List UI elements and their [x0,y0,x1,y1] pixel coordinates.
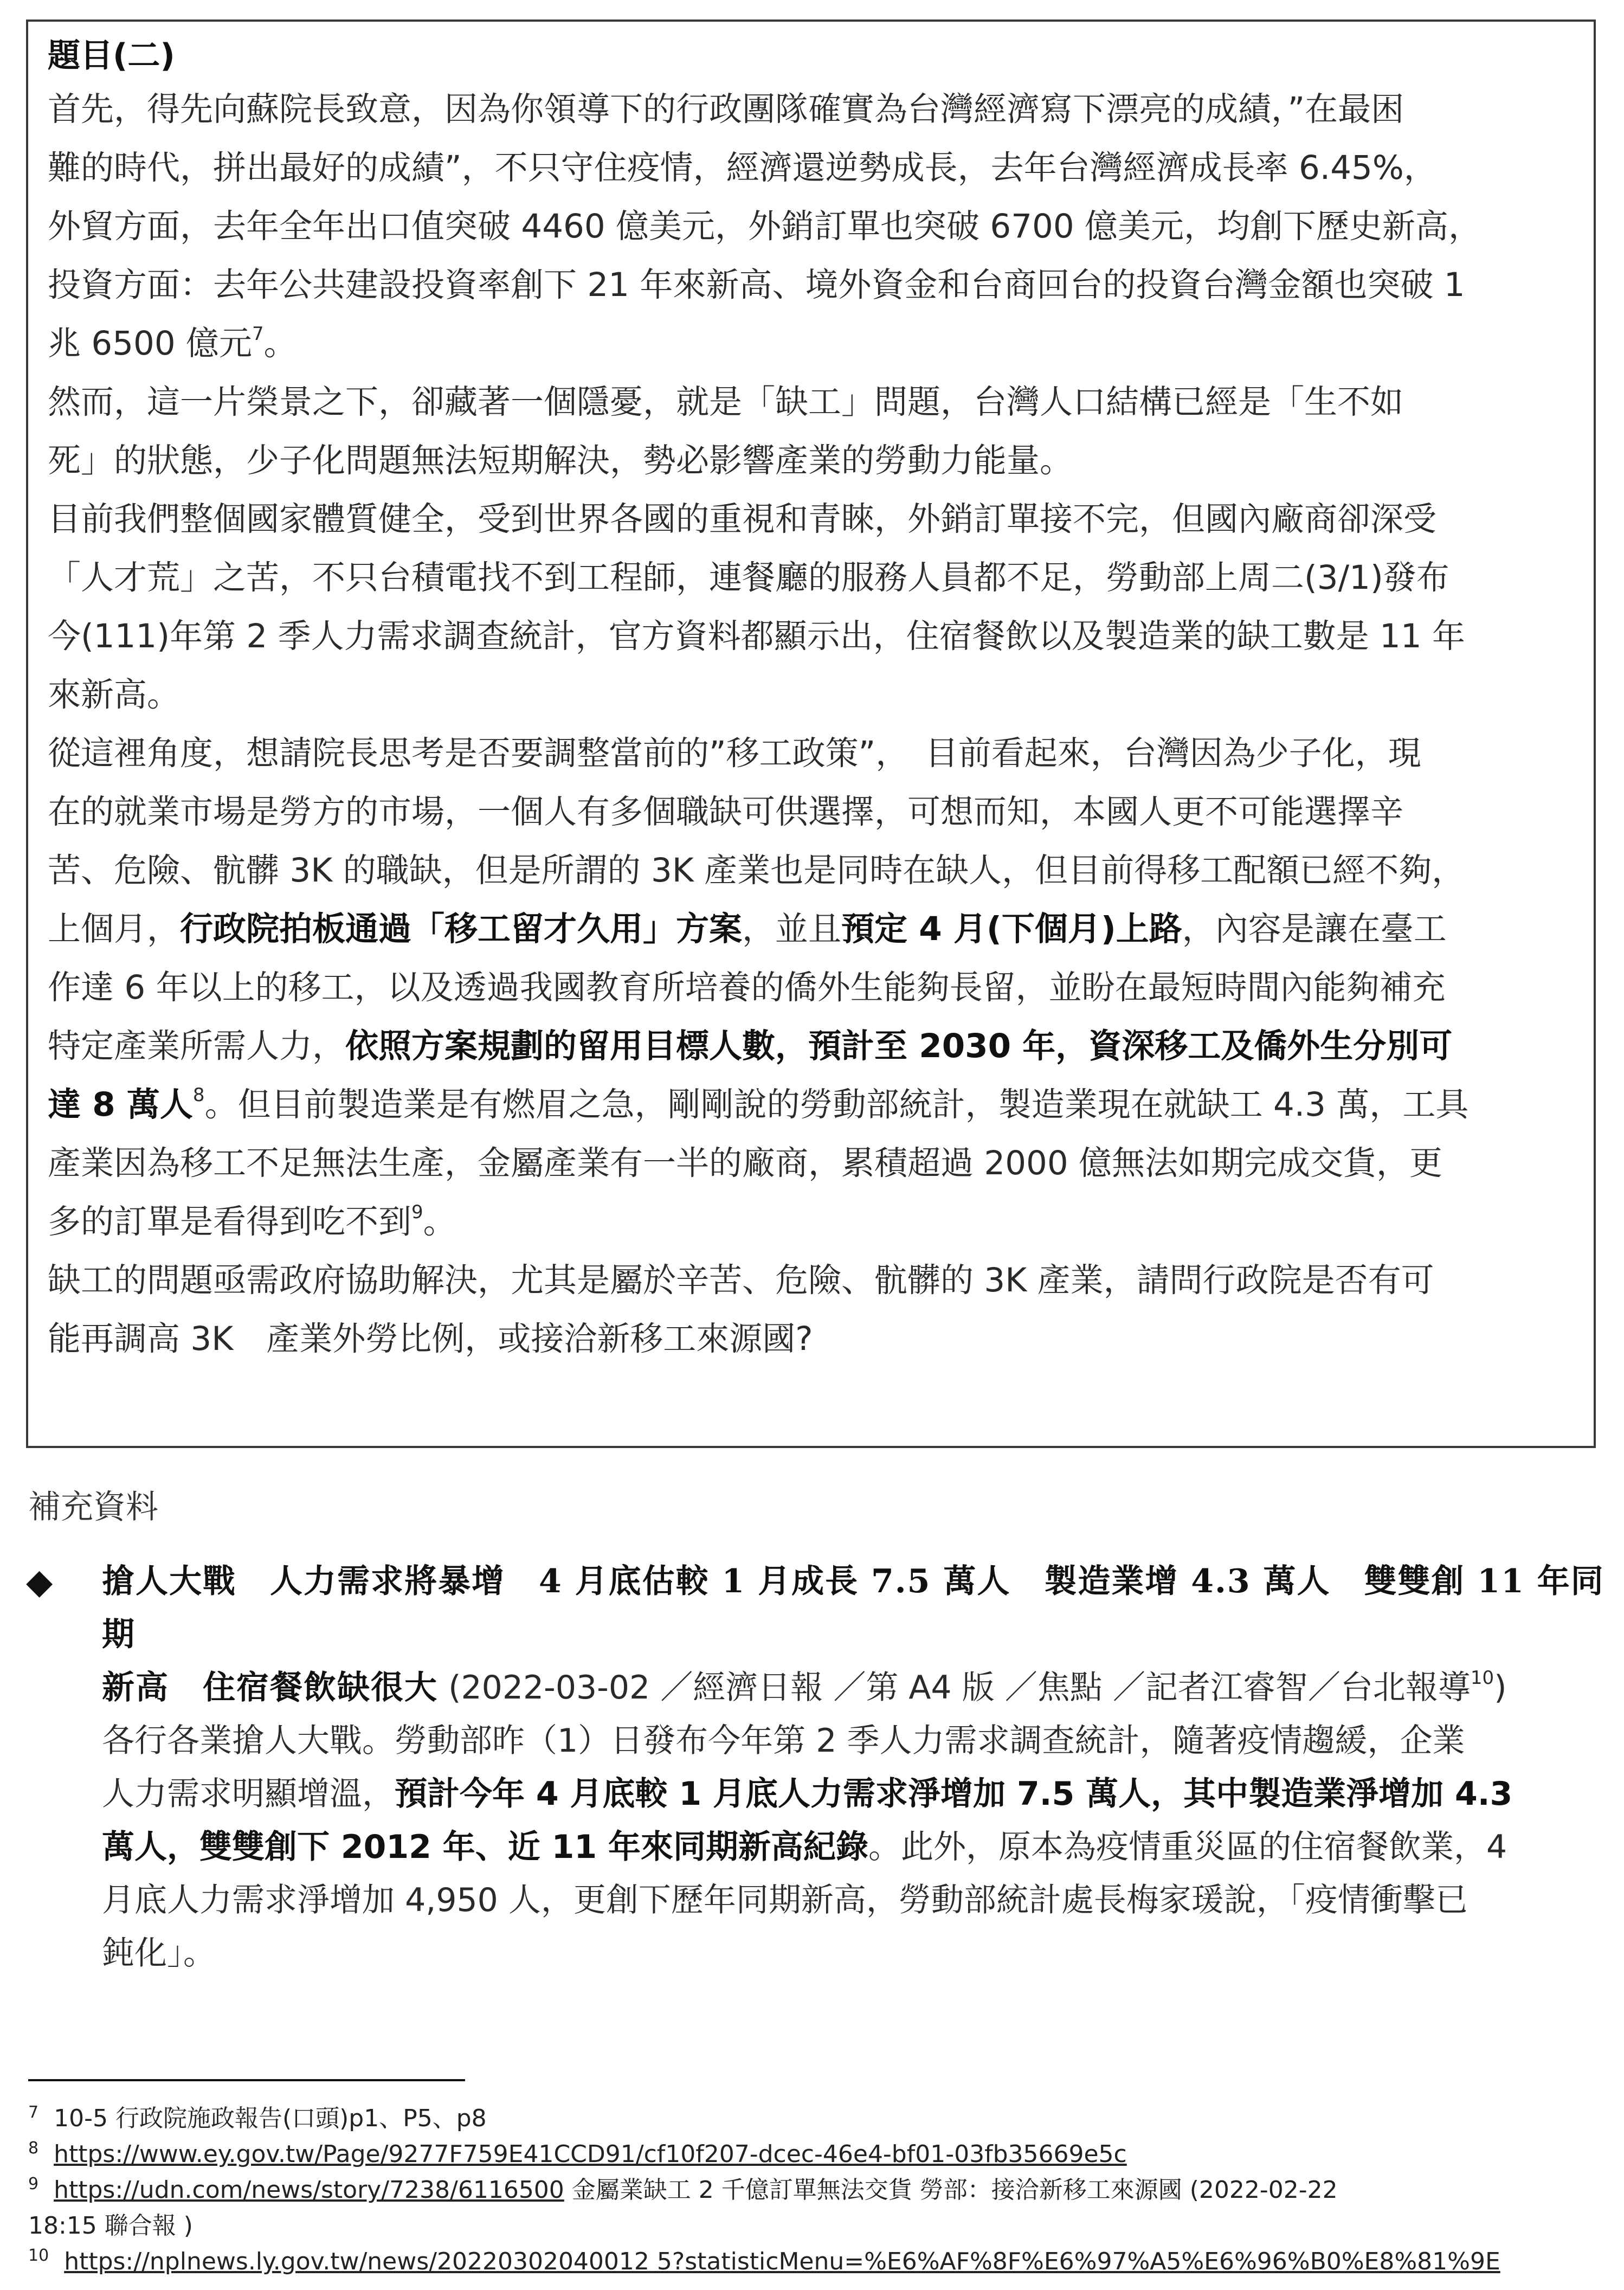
text-line: 萬人，雙雙創下 2012 年、近 11 年來同期新高紀錄。此外，原本為疫情重災區的住宿餐飲業，4 [102,1828,1507,1866]
bold-phrase: 行政院拍板通過「移工留才久用」方案 [180,910,743,948]
bold-phrase: 依照方案規劃的留用目標人數，預計至 2030 年，資深移工及僑外生分別可 [345,1027,1453,1065]
text-line: 在的就業市場是勞方的市場，一個人有多個職缺可供選擇，可想而知，本國人更不可能選擇辛 [48,793,1404,831]
text-line: 多的訂單是看得到吃不到$^9$。 [48,1201,456,1241]
text-line: 死」的狀態，少子化問題無法短期解決，勢必影響產業的勞動力能量。 [48,441,1073,480]
text-line: 缺工的問題亟需政府協助解決，尤其是屬於辛苦、危險、骯髒的 3K 產業，請問行政院是否有可 [48,1261,1434,1300]
text-line: 今(111)年第 2 季人力需求調查統計，官方資料都顯示出，住宿餐飲以及製造業的缺工數是 11 年 [48,617,1466,655]
paragraph-4 [48,724,1574,1251]
question-heading: 題目(二) [48,37,175,75]
text-line: 投資方面：去年公共建設投資率創下 21 年來新高、境外資金和台商回台的投資台灣金額也突破 1 [48,266,1465,304]
footnote-8: $^8$ https://www.ey.gov.tw/Page/9277F759E41CCD91/cf10f207-dcec-46e4-bf01-03fb35669e5c [28,2139,1127,2168]
news-title-line: 新高 住宿餐飲缺很大 (2022-03-02 ／經濟日報 ／第 A4 版 ／焦點 ／記者江睿智／台北報導$^{10}$) [102,1667,1507,1707]
paragraph-3 [48,490,1574,724]
text-line: 上個月，行政院拍板通過「移工留才久用」方案，並且預定 4 月(下個月)上路，內容是讓在臺工 [48,910,1447,948]
text-line: 目前我們整個國家體質健全，受到世界各國的重視和青睞，外銷訂單接不完，但國內廠商卻深受 [48,500,1437,538]
footnote-ref-10[interactable]: 10 [1470,1667,1494,1689]
text-line: 各行各業搶人大戰。勞動部昨（1）日發布今年第 2 季人力需求調查統計，隨著疫情趨緩，企業 [102,1722,1465,1760]
news-body [102,1714,1624,1980]
text-line: 鈍化」。 [102,1934,216,1972]
footnote-link[interactable]: https://nplnews.ly.gov.tw/news/20220302040012 5?statisticMenu=%E6%AF%8F%E6%97%A5%E6%96%B0%E8%81%9E [64,2248,1500,2275]
news-meta: (2022-03-02 ／經濟日報 ／第 A4 版 ／焦點 ／記者江睿智／台北報導 [438,1669,1471,1707]
paragraph-2 [48,373,1574,490]
text-line: 產業因為移工不足無法生產，金屬產業有一半的廠商，累積超過 2000 億無法如期完成交貨，更 [48,1144,1443,1182]
bold-phrase: 預計今年 4 月底較 1 月底人力需求淨增加 7.5 萬人，其中製造業淨增加 4.3 [395,1775,1513,1813]
footnote-9: $^9$ https://udn.com/news/story/7238/6116500 金屬業缺工 2 千億訂單無法交貨 勞部：接洽新移工來源國 (2022-02-22 [28,2175,1338,2204]
text-line: 作達 6 年以上的移工，以及透過我國教育所培養的僑外生能夠長留，並盼在最短時間內能夠補充 [48,968,1446,1007]
diamond-bullet-icon: ◆ [26,1562,53,1602]
footnote-ref-7[interactable]: 7 [252,323,264,345]
footnotes [28,2101,1595,2280]
question-box [26,20,1596,1448]
text-line: 然而，這一片榮景之下，卻藏著一個隱憂，就是「缺工」問題，台灣人口結構已經是「生不如 [48,383,1404,421]
text-line: 外貿方面，去年全年出口值突破 4460 億美元，外銷訂單也突破 6700 億美元，均創下歷史新高， [48,207,1482,246]
footnote-ref-8[interactable]: 8 [192,1084,205,1106]
text-line: 特定產業所需人力，依照方案規劃的留用目標人數，預計至 2030 年，資深移工及僑外生分別可 [48,1027,1453,1065]
text-line: 難的時代，拼出最好的成績”，不只守住疫情，經濟還逆勢成長，去年台灣經濟成長率 6.45%， [48,149,1437,187]
text-line: 兆 6500 億元$^7$。 [48,323,297,363]
text-line: 能再調高 3K 產業外勞比例，或接洽新移工來源國? [48,1320,813,1358]
footnote-separator [28,2079,465,2081]
footnote-link[interactable]: https://udn.com/news/story/7238/6116500 [54,2176,564,2204]
footnote-7: $^7$ 10-5 行政院施政報告(口頭)p1、P5、p8 [28,2103,487,2132]
footnote-9-cont: 18:15 聯合報 ) [28,2212,193,2240]
text-line: 來新高。 [48,676,181,714]
bold-phrase: 預定 4 月(下個月)上路 [841,910,1182,948]
text-line: 月底人力需求淨增加 4,950 人，更創下歷年同期新高，勞動部統計處長梅家瑗說，「疫情衝擊已 [102,1881,1468,1919]
footnote-10: $^{10}$ https://nplnews.ly.gov.tw/news/20220302040012 5?statisticMenu=%E6%AF%8F%E6%97%A5%E6%96%B0%E8%81%9E [28,2246,1500,2275]
paragraph-1 [48,80,1574,373]
paragraph-5 [48,1251,1574,1368]
text-line: 人力需求明顯增溫，預計今年 4 月底較 1 月底人力需求淨增加 7.5 萬人，其中製造業淨增加 4.3 [102,1775,1513,1813]
footnote-link[interactable]: https://www.ey.gov.tw/Page/9277F759E41CCD91/cf10f207-dcec-46e4-bf01-03fb35669e5c [54,2140,1127,2168]
text-line: 達 8 萬人$^8$。但目前製造業是有燃眉之急，剛剛說的勞動部統計，製造業現在就缺工 4.3 萬，工具 [48,1084,1469,1124]
bold-phrase: 萬人，雙雙創下 2012 年、近 11 年來同期新高紀錄 [102,1828,869,1866]
footnote-ref-9[interactable]: 9 [411,1201,423,1223]
text-line: 從這裡角度，想請院長思考是否要調整當前的”移工政策”， 目前看起來，台灣因為少子化，現 [48,734,1421,773]
bold-phrase: 達 8 萬人 [48,1085,193,1124]
text-line: 苦、危險、骯髒 3K 的職缺，但是所謂的 3K 產業也是同時在缺人，但目前得移工配額已經不夠， [48,851,1465,890]
text-line: 「人才荒」之苦，不只台積電找不到工程師，連餐廳的服務人員都不足，勞動部上周二(3/1)發布 [48,558,1449,597]
text-line: 首先，得先向蘇院長致意，因為你領導下的行政團隊確實為台灣經濟寫下漂亮的成績，”在最困 [48,90,1404,128]
supplement-title: 補充資料 [28,1488,158,1526]
news-entry [102,1555,1624,1980]
news-title-line: 搶人大戰 人力需求將暴增 4 月底估較 1 月成長 7.5 萬人 製造業增 4.3 萬人 雙雙創 11 年同期 [102,1562,1604,1654]
